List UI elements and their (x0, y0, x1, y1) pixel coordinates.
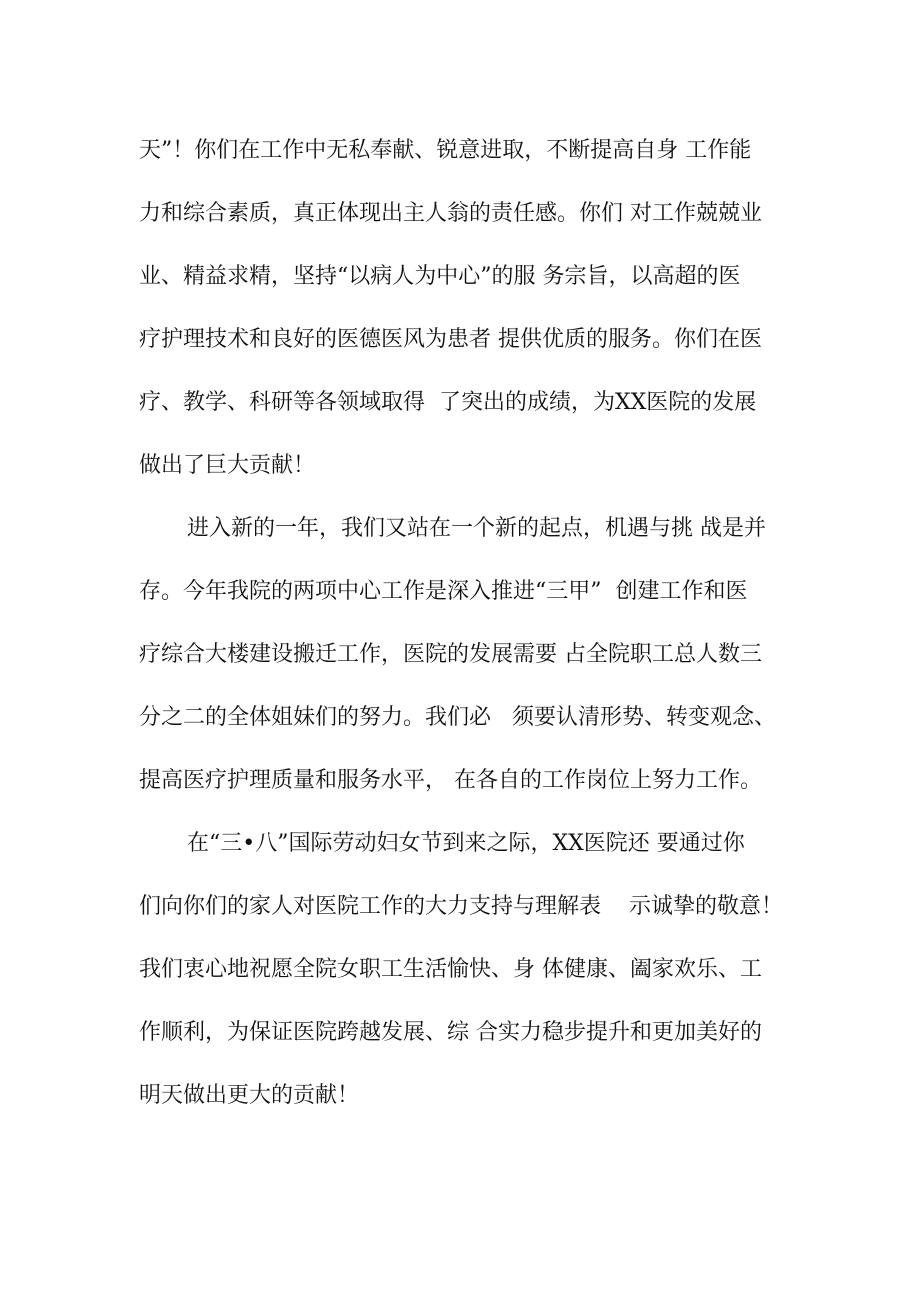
paragraph-3-line-2: 们向你们的家人对医院工作的大力支持与理解表 示诚挚的敬意！ (139, 894, 783, 919)
paragraph-1-line-5: 疗、教学、科研等各领域取得 了突出的成绩，为XX医院的发展 (139, 390, 757, 415)
paragraph-3-line-5: 明天做出更大的贡献！ (139, 1083, 360, 1108)
paragraph-2-line-2: 存。今年我院的两项中心工作是深入推进“三甲” 创建工作和医 (139, 579, 748, 604)
paragraph-1-line-2: 力和综合素质，真正体现出主人翁的责任感。你们 对工作兢兢业 (139, 201, 762, 226)
paragraph-3-line-3: 我们衷心地祝愿全院女职工生活愉快、身 体健康、阖家欢乐、工 (139, 957, 762, 982)
paragraph-1-line-4: 疗护理技术和良好的医德医风为患者 提供优质的服务。你们在医 (139, 327, 762, 352)
paragraph-2-line-4: 分之二的全体姐妹们的努力。我们必 须要认清形势、转变观念、 (139, 705, 776, 730)
paragraph-1-line-1: 天”！你们在工作中无私奉献、锐意进取，不断提高自身 工作能 (139, 138, 752, 163)
paragraph-2-line-1: 进入新的一年，我们又站在一个新的起点，机遇与挑 战是并 (187, 516, 766, 541)
paragraph-3-line-1: 在“三•八”国际劳动妇女节到来之际，XX医院还 要通过你 (187, 831, 745, 856)
paragraph-3-line-4: 作顺利，为保证医院跨越发展、综 合实力稳步提升和更加美好的 (139, 1020, 762, 1045)
paragraph-2-line-5: 提高医疗护理质量和服务水平， 在各自的工作岗位上努力工作。 (139, 768, 762, 793)
paragraph-1-line-3: 业、精益求精，坚持“以病人为中心”的服 务宗旨，以高超的医 (139, 264, 741, 289)
paragraph-1-line-6: 做出了巨大贡献！ (139, 453, 316, 478)
paragraph-2-line-3: 疗综合大楼建设搬迁工作，医院的发展需要 占全院职工总人数三 (139, 642, 762, 667)
